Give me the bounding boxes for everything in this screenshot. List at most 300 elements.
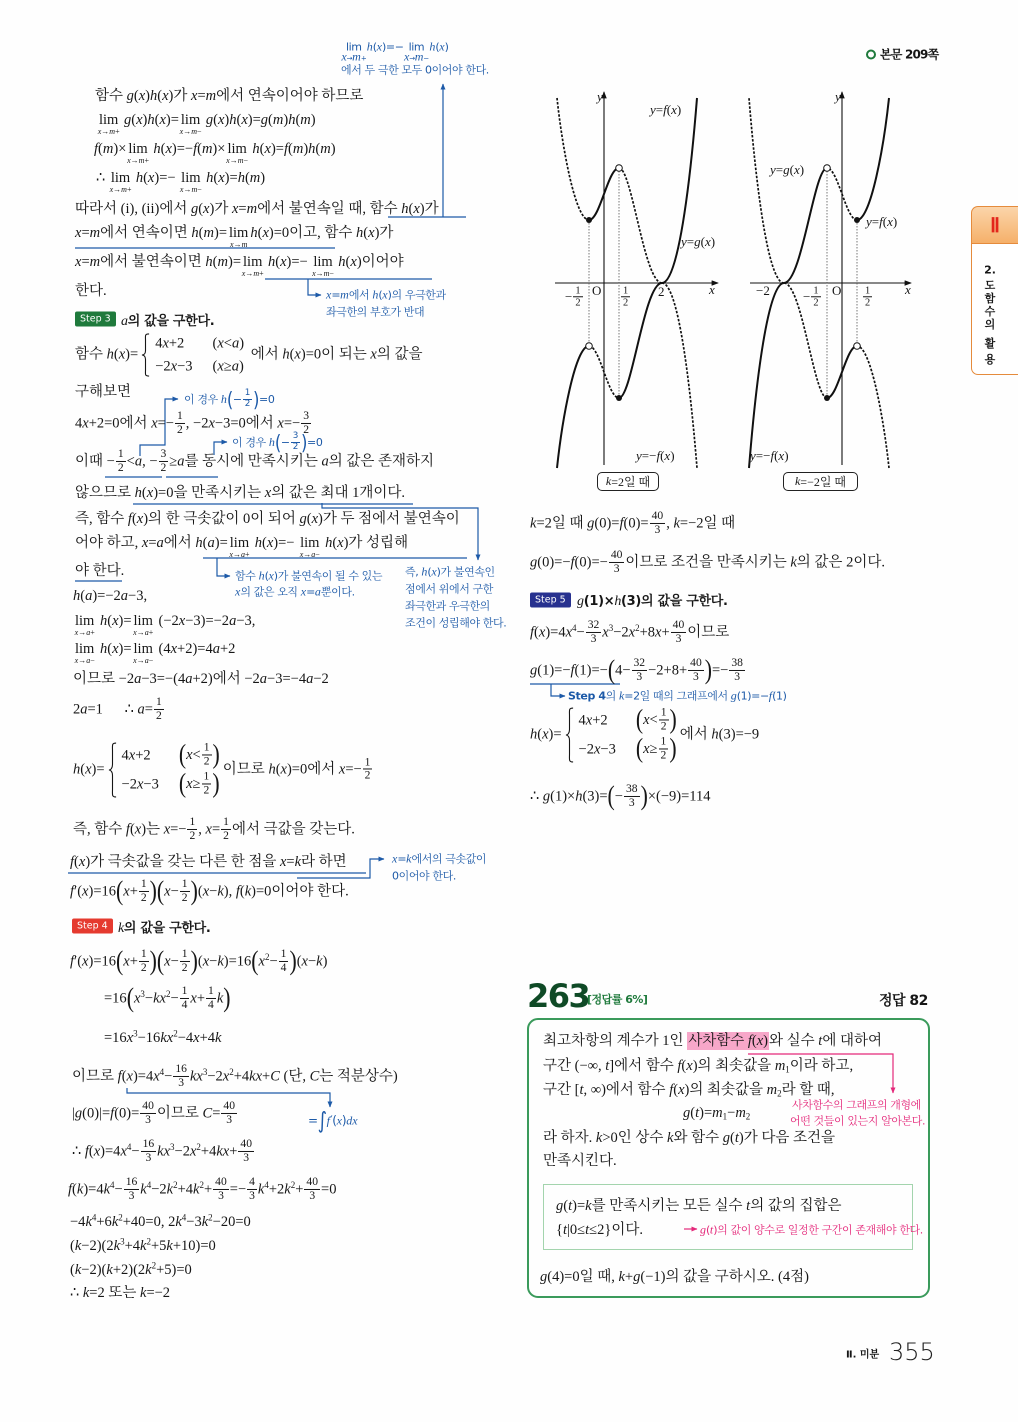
math-variable: f: [110, 1105, 115, 1122]
label-f: y=f(x): [866, 214, 898, 229]
label-neg-f: y=−f(x): [636, 448, 675, 463]
math-variable: x: [193, 1030, 200, 1046]
math-variable: f: [677, 1058, 682, 1074]
fraction: $\frac{3}{2}$: [160, 446, 167, 474]
superscript: 2: [229, 1066, 234, 1077]
arrow-sign-opposite: [308, 279, 321, 295]
fraction: $\frac{40}{3}$: [223, 1098, 235, 1126]
limit: lim x→m−: [179, 170, 202, 195]
note-sign-opposite: x=m에서 h(x)의 우극한과: [326, 287, 446, 302]
math-variable: g: [730, 688, 737, 703]
math-variable: m: [109, 127, 116, 137]
math-variable: f: [570, 662, 575, 679]
math-variable: m: [300, 112, 311, 128]
open-point: [586, 343, 593, 350]
math-variable: x: [439, 39, 445, 54]
reference-label: [866, 46, 938, 63]
piecewise: 4x+2 (x< $\frac{1}{2}$ ) −2x−3 (x≥ $\frac{1}{2}$ ): [565, 707, 677, 762]
math-variable: a: [259, 671, 268, 687]
math-variable: a: [80, 701, 88, 718]
math-variable: x: [258, 953, 265, 970]
brace-icon: [141, 334, 150, 377]
superscript: 2: [118, 1212, 123, 1223]
math-variable: k: [585, 1198, 592, 1214]
math-variable: x: [75, 225, 82, 241]
math-variable: k: [76, 1181, 84, 1198]
math-variable: x: [337, 535, 344, 551]
solution-line: 즉, 함수 f(x)는 x=− $\frac{1}{2}$ , x= $\frac{1}{2}$ 에서 극값을 갖는다.: [73, 814, 355, 842]
math-variable: k: [193, 1181, 200, 1198]
math-variable: g: [700, 1222, 706, 1237]
math-variable: x: [164, 953, 171, 970]
problem-line: 만족시킨다.: [543, 1153, 617, 1169]
math-variable: x: [128, 747, 136, 764]
solution-line: ∴ $f(x)=4x^4-$ $\frac{16}{3}$ $kx^3-2x^2+4kx+$ $\frac{40}{3}$: [72, 1136, 252, 1164]
curve-f: [749, 98, 889, 283]
subscript: 1: [785, 1064, 790, 1075]
chapter-title-char: 용: [984, 353, 996, 366]
math-variable: h: [575, 788, 583, 805]
math-variable: m: [205, 88, 217, 104]
math-variable: f: [70, 854, 75, 870]
note-step4-graph: Step 4의 k=2일 때의 그래프에서 g(1)=−f(1): [568, 688, 787, 703]
math-variable: x: [138, 88, 146, 104]
math-variable: y: [835, 89, 841, 104]
math-variable: h: [229, 112, 237, 128]
math-variable: x: [164, 883, 171, 900]
fraction: $\frac{1}{2}$: [117, 446, 124, 474]
roman-text: O: [592, 283, 602, 298]
superscript: 2: [146, 1236, 151, 1247]
math-variable: kx: [157, 1143, 171, 1160]
note-limits-zero: 에서 두 극한 모두 0이어야 한다.: [341, 63, 489, 77]
math-variable: g: [530, 554, 538, 571]
limit: lim x→m−: [403, 40, 429, 64]
math-variable: h: [135, 170, 144, 186]
solution-line: ∴ k=2 또는 k=−2: [70, 1285, 171, 1301]
math-variable: k: [145, 1262, 152, 1278]
chapter-title-char: 수: [984, 305, 996, 318]
math-variable: h: [614, 594, 622, 609]
math-variable: x: [202, 953, 210, 970]
superscript: 4: [146, 1179, 152, 1190]
superscript: 4: [159, 1066, 165, 1077]
math-variable: f: [117, 1068, 122, 1085]
note-graph-shapes: 사차함수의 그래프의 개형에: [792, 1098, 921, 1112]
math-variable: C: [202, 1105, 213, 1122]
math-variable: y: [681, 234, 687, 249]
math-variable: y: [770, 162, 776, 177]
math-variable: h: [106, 346, 114, 363]
math-variable: x: [664, 448, 671, 463]
math-variable: x: [231, 201, 239, 217]
fraction: $\frac{1}{2}$: [865, 285, 871, 309]
math-variable: x: [162, 335, 169, 352]
fraction: $\frac{1}{2}$: [364, 754, 371, 782]
solution-line: 함수 g(x)h(x)가 x=m에서 연속이어야 하므로: [95, 88, 364, 104]
math-variable: kx: [216, 1143, 230, 1160]
math-variable: C: [270, 1068, 280, 1085]
math-variable: m: [237, 156, 244, 166]
fraction: $\frac{1}{2}$: [660, 705, 667, 732]
note-limit-condition: 즉, h(x)가 불연속인: [405, 564, 495, 579]
filled-point: [824, 395, 830, 401]
fraction: $\frac{1}{2}$: [623, 285, 629, 309]
math-variable: a: [156, 535, 164, 551]
math-variable: x: [585, 712, 593, 729]
math-variable: k: [257, 1181, 265, 1198]
math-variable: x: [222, 1068, 230, 1085]
math-variable: h: [711, 726, 719, 743]
piecewise: 4x+2 (x<a) −2x−3 (x≥a): [141, 334, 244, 377]
math-variable: x: [217, 335, 224, 352]
graph-caption: k =−2일 때: [783, 472, 858, 491]
solution-line: x=m에서 연속이면 h(m)= lim x→m h(x)=0이고, 함수 h(x)가: [75, 225, 394, 250]
math-variable: k: [82, 1285, 90, 1301]
math-variable: x: [127, 156, 131, 166]
math-variable: a: [185, 671, 193, 687]
math-variable: f: [68, 1181, 73, 1198]
math-variable: x: [300, 584, 307, 599]
math-variable: x: [280, 254, 287, 270]
solution-line: $=16x^3-16kx^2-4x+4k$: [104, 1028, 222, 1046]
math-variable: f: [125, 821, 130, 838]
highlight: 사차함수 f(x): [688, 1033, 768, 1049]
math-variable: k: [530, 515, 537, 532]
math-variable: h: [99, 613, 108, 629]
math-variable: k: [406, 851, 412, 866]
fraction: $\frac{1}{4}$: [280, 946, 287, 974]
math-variable: k: [673, 515, 680, 532]
math-variable: h: [356, 225, 364, 241]
math-variable: m: [272, 112, 284, 128]
math-variable: h: [99, 641, 108, 657]
math-variable: x: [350, 254, 357, 270]
math-variable: m: [89, 225, 101, 241]
step3-badge: Step 3: [75, 312, 116, 327]
math-variable: x: [431, 564, 437, 579]
note-limit-condition: 조건이 성립해야 한다.: [405, 616, 507, 630]
solution-line: $f(x)=4x^4-$ $\frac{32}{3}$ $x^3-2x^2+8x+$ $\frac{40}{3}$ 이므로: [530, 617, 730, 645]
math-variable: t: [562, 1222, 567, 1238]
fraction: $\frac{16}{3}$: [175, 1061, 187, 1089]
math-variable: k: [794, 474, 801, 488]
math-variable: k: [316, 953, 323, 970]
math-variable: x: [368, 225, 375, 241]
math-variable: f: [663, 102, 667, 117]
limit: lim x→a−: [299, 535, 320, 560]
math-variable: y: [866, 214, 872, 229]
curve-f: [557, 98, 697, 283]
math-variable: x: [218, 170, 225, 186]
problem-line: 최고차항의 계수가 1인 사차함수 f(x)와 실수 t에 대하여: [543, 1033, 882, 1049]
limit: lim x→m+: [241, 254, 264, 279]
solution-line: g(1)=−f(1)=−(4− $\frac{32}{3}$ −2+8+ $\frac{40}{3}$ )=− $\frac{38}{3}$: [530, 654, 743, 685]
math-variable: f: [127, 511, 132, 527]
math-variable: f: [193, 141, 198, 157]
math-variable: x: [235, 584, 241, 599]
problem-line: 구간 (−∞, t]에서 함수 f(x)의 최솟값을 $m_1$이라 하고,: [543, 1058, 854, 1075]
math-variable: x: [141, 535, 149, 551]
fraction: $\frac{1}{2}$: [140, 876, 147, 904]
footer-section: Ⅱ. 미분: [846, 1349, 880, 1361]
fraction: $\frac{40}{3}$: [142, 1098, 154, 1126]
chapter-tab-header: [971, 206, 1018, 244]
math-variable: x: [655, 624, 662, 641]
tick-label: − $\frac{1}{2}$: [565, 285, 581, 309]
math-variable: m: [766, 1082, 778, 1098]
tick-label: −2: [756, 283, 770, 298]
math-variable: x: [262, 225, 269, 241]
limit: lim x→m+: [341, 40, 367, 64]
math-variable: a: [240, 550, 245, 560]
math-variable: a: [231, 358, 239, 375]
math-variable: f: [70, 883, 75, 900]
math-variable: m: [89, 254, 101, 270]
math-variable: k: [215, 1030, 222, 1046]
solution-line: k=2일 때 g(0)=f(0)= $\frac{40}{3}$ , k=−2일 때: [530, 508, 736, 536]
math-variable: g: [74, 1105, 83, 1122]
math-variable: x: [382, 287, 388, 302]
math-variable: g: [299, 511, 307, 527]
superscript: 2: [151, 1260, 157, 1271]
fraction: $\frac{40}{3}$: [672, 617, 685, 645]
solution-line: 따라서 (i), (ii)에서 g(x)가 x=m에서 불연속일 때, 함수 h(x)가: [75, 201, 439, 217]
fraction: $\frac{32}{3}$: [587, 617, 600, 645]
math-variable: x: [74, 656, 79, 666]
math-variable: h: [73, 588, 81, 604]
math-variable: x: [112, 613, 119, 629]
math-variable: x: [299, 550, 304, 560]
chapter-title-char: 의: [984, 318, 996, 331]
math-variable: x: [778, 448, 785, 463]
math-variable: x: [186, 775, 193, 792]
math-variable: x: [74, 628, 79, 638]
solution-line: f(m)× lim x→m+ h(x)=−f(m)× lim x→m− h(x)=f(m)h(m): [94, 141, 336, 166]
math-variable: x: [279, 854, 287, 870]
fraction: $\frac{1}{2}$: [223, 814, 229, 842]
correct-rate: [정답률 6%]: [587, 993, 648, 1006]
label-f: y=f(x): [650, 102, 682, 117]
problem-question: g(4)=0일 때, k+g(−1)의 값을 구하시오. (4점): [540, 1269, 809, 1285]
x-axis-label: [905, 282, 911, 298]
math-variable: h: [252, 141, 260, 157]
math-variable: x: [186, 746, 193, 763]
math-variable: t: [605, 1058, 610, 1074]
math-variable: x: [120, 1143, 127, 1160]
math-variable: g: [556, 1198, 564, 1214]
math-variable: h: [282, 346, 290, 363]
math-variable: m: [735, 1105, 746, 1121]
math-variable: h: [308, 141, 316, 157]
math-variable: h: [250, 225, 258, 241]
piecewise: 4x+2 (x< $\frac{1}{2}$ ) −2x−3 (x≥ $\frac{1}{2}$ ): [108, 742, 220, 797]
solution-line: 구해보면: [75, 384, 132, 400]
math-variable: k: [166, 1238, 173, 1254]
math-variable: a: [212, 641, 220, 657]
curve-neg-f: [749, 283, 889, 468]
fraction: $\frac{1}{2}$: [176, 408, 183, 436]
math-variable: m: [203, 225, 214, 241]
origin-label: [832, 283, 841, 299]
math-variable: h: [530, 726, 538, 743]
math-variable: x: [179, 127, 184, 137]
math-variable: x: [159, 112, 166, 128]
math-variable: x: [82, 415, 89, 432]
solution-line: $=16(x^3-kx^2-$ $\frac{1}{4}$ x+ $\frac{1}{4}$ k): [104, 982, 231, 1013]
condition-line: {t|0≤t≤2}이다.: [556, 1222, 643, 1238]
superscript: 2: [199, 1179, 204, 1190]
math-variable: m: [201, 141, 213, 157]
math-variable: h: [338, 254, 346, 270]
circle-icon: [866, 49, 876, 59]
math-variable: x: [123, 883, 130, 900]
math-variable: x: [179, 185, 184, 195]
solution-line: $f(k)=4k^4-$ $\frac{16}{3}$ $k^4-2k^2+4k^2+$ $\frac{40}{3}$ =− $\frac{4}{3}$ $k^4+2k^2+$ $\frac{40}{3}$ =0: [68, 1174, 337, 1202]
problem-line: 구간 [t, ∞)에서 함수 f(x)의 최솟값을 $m_2$라 할 때,: [543, 1082, 835, 1099]
math-variable: m: [191, 127, 197, 137]
math-variable: m: [414, 49, 424, 64]
chapter-tab: [971, 206, 1018, 375]
math-variable: x: [178, 613, 186, 629]
solution-line: 한다.: [75, 283, 107, 299]
math-variable: a: [134, 453, 143, 470]
math-variable: k: [201, 1214, 209, 1230]
math-variable: k: [244, 883, 252, 900]
solution-line: 4x+2=0에서 x=− $\frac{1}{2}$ , −2x−3=0에서 x=− $\frac{3}{2}$: [75, 408, 309, 436]
superscript: 2: [196, 1141, 201, 1152]
math-variable: f: [235, 883, 240, 900]
math-variable: f: [768, 688, 773, 703]
solution-line: ∴ lim x→m+ h(x)=− lim x→m− h(x)=h(m): [96, 170, 266, 195]
math-variable: x: [134, 821, 142, 838]
math-variable: k: [74, 1238, 82, 1254]
fraction: $\frac{38}{3}$: [625, 781, 638, 809]
math-variable: k: [284, 1181, 291, 1198]
math-variable: x: [151, 415, 158, 432]
math-variable: x: [78, 854, 86, 870]
math-variable: x: [266, 535, 274, 551]
math-variable: g: [540, 1269, 548, 1285]
label-g: y=g(x): [681, 234, 716, 249]
math-variable: C: [309, 1068, 320, 1085]
math-variable: x: [704, 234, 711, 249]
math-variable: k: [217, 883, 224, 900]
math-variable: x: [264, 485, 272, 501]
chapter-title-char: 활: [984, 337, 996, 350]
math-variable: x: [277, 415, 284, 432]
limit: lim x→m+: [97, 112, 120, 137]
math-variable: k: [618, 1269, 625, 1285]
math-variable: m: [121, 185, 127, 195]
math-variable: kx: [160, 1030, 174, 1046]
math-variable: x: [678, 1082, 685, 1098]
math-variable: f: [770, 448, 775, 463]
superscript: 3: [140, 988, 145, 999]
math-variable: x: [264, 141, 271, 157]
solution-line: 함수 h(x)= 4x+2 (x<a) −2x−3 (x≥a) 에서 h(x)=0이 되는 x의 값을: [75, 335, 423, 375]
solution-line: 이때 − $\frac{1}{2}$ <a, − $\frac{3}{2}$ ≥a를 동시에 만족시키는 a의 값은 존재하지: [75, 446, 435, 474]
open-point: [854, 343, 861, 350]
math-variable: x: [336, 1113, 342, 1128]
math-variable: m: [712, 1105, 723, 1121]
math-variable: x: [82, 953, 89, 970]
step5-badge: Step 5: [530, 593, 571, 608]
tick-label: − $\frac{1}{2}$: [803, 285, 819, 309]
fraction: $\frac{1}{2}$: [189, 814, 196, 842]
fraction: $\frac{40}{3}$: [690, 655, 702, 683]
math-variable: a: [311, 550, 316, 560]
label-neg-f: y=−f(x): [750, 448, 789, 463]
math-variable: x: [93, 1143, 101, 1160]
solution-line: 즉, 함수 f(x)의 한 극솟값이 0이 되어 g(x)가 두 점에서 불연속이: [75, 511, 460, 527]
subscript: 2: [745, 1111, 751, 1122]
fraction: $\frac{16}{3}$: [142, 1136, 155, 1164]
note-case-half: 이 경우 h(− $\frac{1}{2}$ )=0: [184, 387, 275, 411]
math-variable: h: [195, 535, 203, 551]
step4-title: k의 값을 구한다.: [118, 921, 211, 936]
math-variable: x: [709, 282, 715, 297]
math-variable: x: [118, 346, 126, 363]
math-variable: x: [311, 511, 319, 527]
math-variable: x: [203, 201, 210, 217]
solution-line: $-4k^4+6k^2+40=0$, $2k^4-3k^2-20=0$: [70, 1212, 251, 1230]
note-limits-zero: lim x→m+ h(x)=− lim x→m− h(x): [341, 39, 449, 64]
math-variable: x: [189, 1143, 197, 1160]
math-variable: k: [113, 1238, 121, 1254]
fraction: $\frac{40}{3}$: [651, 508, 664, 536]
math-variable: f: [84, 1143, 89, 1160]
math-variable: x: [153, 1068, 160, 1085]
superscript: 4: [91, 1212, 97, 1223]
math-variable: a: [314, 584, 321, 599]
math-variable: h: [372, 287, 379, 302]
math-variable: h: [421, 564, 428, 579]
math-variable: h: [205, 254, 213, 270]
solution-line: lim x→a− h(x)= lim x→a− (4x+2)=4a+2: [74, 641, 236, 666]
solution-line: 이므로 $f(x)=4x^4-$ $\frac{16}{3}$ $kx^3-2x^2+4kx+C$ (단, C는 적분상수): [72, 1061, 398, 1089]
math-variable: h: [268, 761, 276, 778]
solution-line: 야 한다.: [75, 563, 125, 579]
math-variable: kx: [189, 1068, 203, 1085]
chapter-title-char: 도: [984, 279, 996, 292]
math-variable: h: [134, 485, 142, 501]
math-variable: a: [321, 453, 329, 470]
solution-line: $(k-2)(2k^3+4k^2+5k+10)=0$: [70, 1236, 216, 1254]
solution-line: f(x)가 극솟값을 갖는 다른 한 점을 x=k라 하면: [70, 854, 347, 870]
math-variable: x: [123, 953, 130, 970]
math-variable: k: [294, 854, 302, 870]
superscript: 4: [572, 622, 577, 633]
solution-line: h(x)= 4x+2 (x< $\frac{1}{2}$ ) −2x−3 (x≥ $\frac{1}{2}$ ) 에서 h(3)=−9: [530, 703, 760, 764]
graph-k-equals-2: [550, 85, 730, 475]
solution-line: h(x)= 4x+2 (x< $\frac{1}{2}$ ) −2x−3 (x≥ $\frac{1}{2}$ ) 이므로 h(x)=0에서 x=− $\frac{1}{2}$: [73, 738, 371, 799]
math-variable: x: [170, 358, 178, 375]
math-variable: y: [650, 102, 656, 117]
math-variable: x: [97, 127, 102, 137]
math-variable: k: [140, 1181, 147, 1198]
superscript: 3: [133, 1028, 138, 1039]
math-variable: k: [175, 1214, 182, 1230]
superscript: 2: [165, 988, 171, 999]
problem-line: 라 하자. k>0인 상수 k와 함수 g(t)가 다음 조건을: [543, 1130, 836, 1146]
chapter-title-char: 함: [984, 292, 996, 305]
superscript: 3: [120, 1236, 125, 1247]
step3-title: a의 값을 구한다.: [121, 314, 215, 329]
math-variable: h: [366, 39, 373, 54]
math-variable: k: [111, 1214, 119, 1230]
note-min-zero-at-k: x=k에서의 극솟값이: [392, 851, 487, 866]
